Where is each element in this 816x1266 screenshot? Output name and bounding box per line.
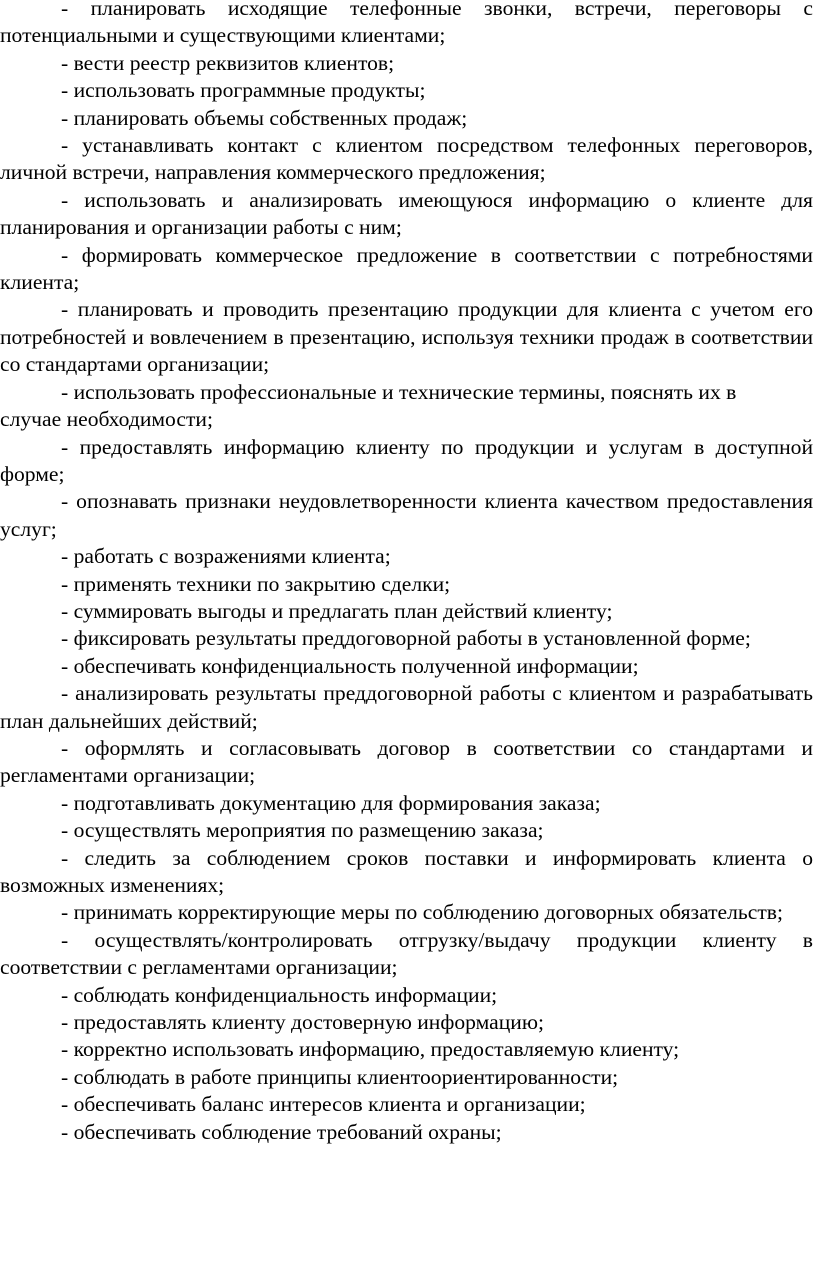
list-item: - предоставлять информацию клиенту по продукции и услугам в доступной форме;	[0, 434, 813, 486]
list-item: - использовать и анализировать имеющуюся информацию о клиенте для планирования и организации работы с ним;	[0, 187, 813, 240]
list-item: - подготавливать документацию для формирования заказа;	[61, 790, 601, 815]
list-item: - планировать исходящие телефонные звонки, встречи, переговоры с потенциальными и существующими клиентами;	[0, 0, 813, 48]
list-item: - осуществлять мероприятия по размещению заказа;	[61, 818, 544, 843]
list-item: - работать с возражениями клиента;	[61, 544, 391, 569]
list-item: - использовать профессиональные и технические термины, пояснять их в	[61, 379, 737, 404]
list-item: - следить за соблюдением сроков поставки и информировать клиента о возможных изменениях;	[0, 845, 813, 897]
list-item: - осуществлять/контролировать отгрузку/выдачу продукции клиенту в соответствии с регламентами организации;	[0, 927, 813, 980]
list-item: - планировать объемы собственных продаж;	[61, 105, 468, 130]
list-item: - планировать и проводить презентацию продукции для клиента с учетом его потребностей и вовлечением в презентацию, используя техники продаж в соответствии со стандартами организации;	[0, 297, 813, 377]
list-item: - оформлять и согласовывать договор в соответствии со стандартами и регламентами организации;	[0, 735, 813, 788]
list-item: - использовать программные продукты;	[61, 78, 426, 103]
list-item: - обеспечивать соблюдение требований охраны;	[61, 1119, 502, 1144]
list-item: - фиксировать результаты преддоговорной работы в установленной форме;	[61, 626, 751, 651]
list-item-continuation: случае необходимости;	[0, 407, 213, 432]
list-item: - вести реестр реквизитов клиентов;	[61, 50, 395, 75]
list-item: - суммировать выгоды и предлагать план действий клиенту;	[61, 598, 613, 623]
list-item: - обеспечивать баланс интересов клиента и организации;	[61, 1092, 586, 1117]
list-item: - соблюдать конфиденциальность информации;	[61, 982, 498, 1007]
list-item: - анализировать результаты преддоговорной работы с клиентом и разрабатывать план дальнейших действий;	[0, 681, 813, 733]
list-item: - формировать коммерческое предложение в соответствии с потребностями клиента;	[0, 242, 813, 295]
list-item: - соблюдать в работе принципы клиентоориентированности;	[61, 1064, 619, 1089]
list-item: - предоставлять клиенту достоверную информацию;	[61, 1010, 544, 1035]
list-item: - опознавать признаки неудовлетворенности клиента качеством предоставления услуг;	[0, 489, 813, 541]
list-item: - корректно использовать информацию, предоставляемую клиенту;	[61, 1037, 680, 1062]
list-item: - устанавливать контакт с клиентом посредством телефонных переговоров, личной встречи, направления коммерческого предложения;	[0, 133, 813, 185]
list-item: - обеспечивать конфиденциальность полученной информации;	[61, 653, 639, 678]
list-item: - применять техники по закрытию сделки;	[61, 571, 451, 596]
list-item: - принимать корректирующие меры по соблюдению договорных обязательств;	[61, 900, 783, 925]
